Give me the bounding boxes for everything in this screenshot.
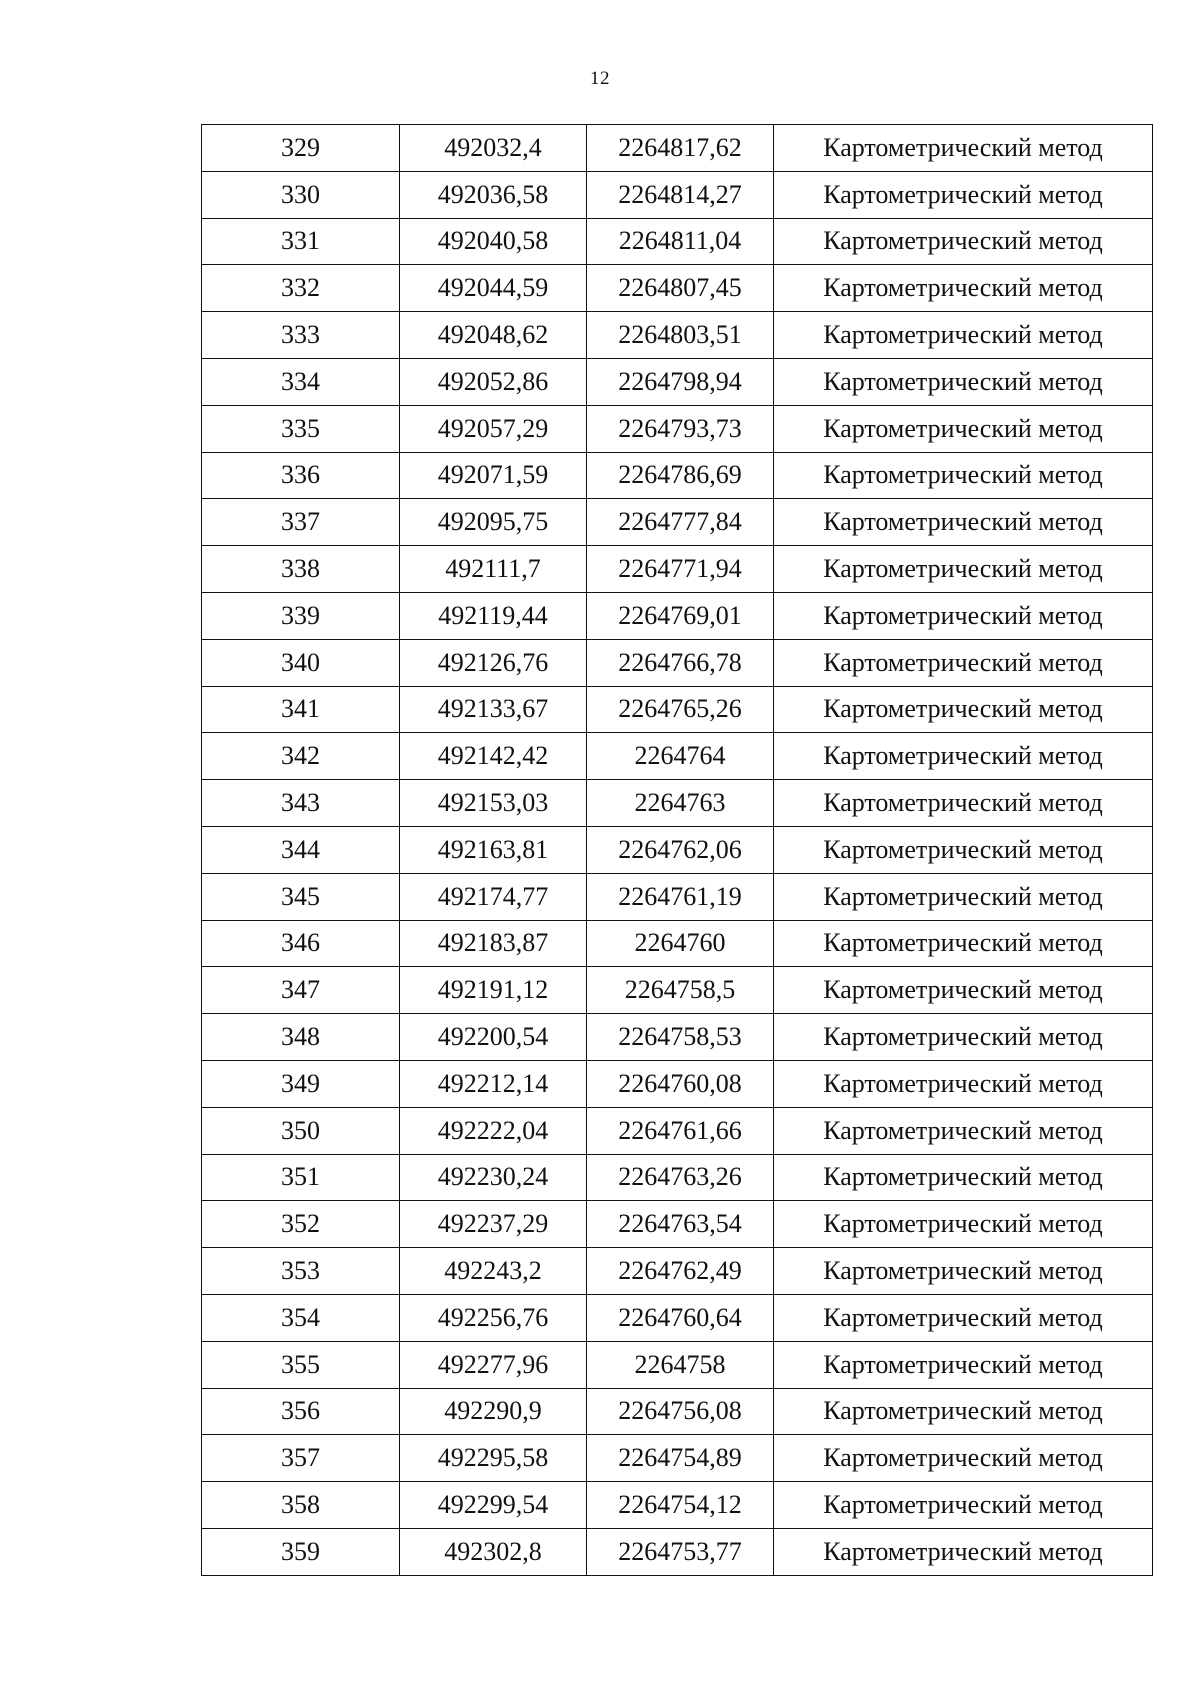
point-number-cell: 336	[202, 452, 400, 499]
x-coordinate-cell: 492040,58	[400, 218, 587, 265]
y-coordinate-cell: 2264817,62	[587, 125, 774, 172]
table-row	[202, 1294, 1153, 1341]
y-coordinate-cell: 2264753,77	[587, 1528, 774, 1575]
method-cell: Картометрический метод	[774, 1060, 1153, 1107]
method-cell: Картометрический метод	[774, 1341, 1153, 1388]
table-row	[202, 1528, 1153, 1575]
point-number-cell: 355	[202, 1341, 400, 1388]
table-row	[202, 218, 1153, 265]
y-coordinate-cell: 2264803,51	[587, 312, 774, 359]
method-cell: Картометрический метод	[774, 1294, 1153, 1341]
y-coordinate-cell: 2264811,04	[587, 218, 774, 265]
y-coordinate-cell: 2264777,84	[587, 499, 774, 546]
x-coordinate-cell: 492095,75	[400, 499, 587, 546]
point-number-cell: 347	[202, 967, 400, 1014]
table-row	[202, 171, 1153, 218]
point-number-cell: 357	[202, 1435, 400, 1482]
y-coordinate-cell: 2264798,94	[587, 358, 774, 405]
method-cell: Картометрический метод	[774, 218, 1153, 265]
method-cell: Картометрический метод	[774, 1107, 1153, 1154]
point-number-cell: 354	[202, 1294, 400, 1341]
y-coordinate-cell: 2264763,54	[587, 1201, 774, 1248]
method-cell: Картометрический метод	[774, 733, 1153, 780]
method-cell: Картометрический метод	[774, 592, 1153, 639]
table-row	[202, 546, 1153, 593]
table-row	[202, 592, 1153, 639]
method-cell: Картометрический метод	[774, 686, 1153, 733]
point-number-cell: 349	[202, 1060, 400, 1107]
table-row	[202, 873, 1153, 920]
method-cell: Картометрический метод	[774, 1482, 1153, 1529]
y-coordinate-cell: 2264756,08	[587, 1388, 774, 1435]
table-row	[202, 967, 1153, 1014]
method-cell: Картометрический метод	[774, 1435, 1153, 1482]
table-row	[202, 733, 1153, 780]
method-cell: Картометрический метод	[774, 920, 1153, 967]
y-coordinate-cell: 2264761,19	[587, 873, 774, 920]
method-cell: Картометрический метод	[774, 265, 1153, 312]
page-number: 12	[590, 68, 610, 89]
point-number-cell: 337	[202, 499, 400, 546]
table-row	[202, 265, 1153, 312]
method-cell: Картометрический метод	[774, 499, 1153, 546]
method-cell: Картометрический метод	[774, 405, 1153, 452]
x-coordinate-cell: 492133,67	[400, 686, 587, 733]
table-row	[202, 1341, 1153, 1388]
coordinates-table-body	[202, 125, 1153, 1576]
y-coordinate-cell: 2264765,26	[587, 686, 774, 733]
y-coordinate-cell: 2264754,12	[587, 1482, 774, 1529]
table-row	[202, 1248, 1153, 1295]
y-coordinate-cell: 2264762,49	[587, 1248, 774, 1295]
x-coordinate-cell: 492277,96	[400, 1341, 587, 1388]
x-coordinate-cell: 492032,4	[400, 125, 587, 172]
y-coordinate-cell: 2264763,26	[587, 1154, 774, 1201]
table-row	[202, 1201, 1153, 1248]
table-row	[202, 452, 1153, 499]
method-cell: Картометрический метод	[774, 546, 1153, 593]
y-coordinate-cell: 2264754,89	[587, 1435, 774, 1482]
point-number-cell: 344	[202, 826, 400, 873]
point-number-cell: 332	[202, 265, 400, 312]
method-cell: Картометрический метод	[774, 358, 1153, 405]
x-coordinate-cell: 492212,14	[400, 1060, 587, 1107]
method-cell: Картометрический метод	[774, 780, 1153, 827]
point-number-cell: 358	[202, 1482, 400, 1529]
x-coordinate-cell: 492174,77	[400, 873, 587, 920]
point-number-cell: 353	[202, 1248, 400, 1295]
point-number-cell: 352	[202, 1201, 400, 1248]
x-coordinate-cell: 492222,04	[400, 1107, 587, 1154]
method-cell: Картометрический метод	[774, 1154, 1153, 1201]
x-coordinate-cell: 492057,29	[400, 405, 587, 452]
y-coordinate-cell: 2264786,69	[587, 452, 774, 499]
x-coordinate-cell: 492036,58	[400, 171, 587, 218]
x-coordinate-cell: 492191,12	[400, 967, 587, 1014]
y-coordinate-cell: 2264764	[587, 733, 774, 780]
x-coordinate-cell: 492237,29	[400, 1201, 587, 1248]
x-coordinate-cell: 492048,62	[400, 312, 587, 359]
method-cell: Картометрический метод	[774, 873, 1153, 920]
method-cell: Картометрический метод	[774, 171, 1153, 218]
table-row	[202, 358, 1153, 405]
point-number-cell: 340	[202, 639, 400, 686]
y-coordinate-cell: 2264763	[587, 780, 774, 827]
table-row	[202, 1482, 1153, 1529]
y-coordinate-cell: 2264766,78	[587, 639, 774, 686]
table-row	[202, 780, 1153, 827]
table-row	[202, 1154, 1153, 1201]
table-row	[202, 1107, 1153, 1154]
point-number-cell: 333	[202, 312, 400, 359]
x-coordinate-cell: 492299,54	[400, 1482, 587, 1529]
method-cell: Картометрический метод	[774, 452, 1153, 499]
table-row	[202, 125, 1153, 172]
table-row	[202, 686, 1153, 733]
x-coordinate-cell: 492256,76	[400, 1294, 587, 1341]
point-number-cell: 346	[202, 920, 400, 967]
point-number-cell: 338	[202, 546, 400, 593]
point-number-cell: 335	[202, 405, 400, 452]
table-row	[202, 1060, 1153, 1107]
point-number-cell: 350	[202, 1107, 400, 1154]
y-coordinate-cell: 2264771,94	[587, 546, 774, 593]
point-number-cell: 329	[202, 125, 400, 172]
y-coordinate-cell: 2264760,64	[587, 1294, 774, 1341]
y-coordinate-cell: 2264760,08	[587, 1060, 774, 1107]
method-cell: Картометрический метод	[774, 1528, 1153, 1575]
method-cell: Картометрический метод	[774, 1201, 1153, 1248]
y-coordinate-cell: 2264760	[587, 920, 774, 967]
table-row	[202, 920, 1153, 967]
x-coordinate-cell: 492126,76	[400, 639, 587, 686]
table-row	[202, 405, 1153, 452]
point-number-cell: 341	[202, 686, 400, 733]
y-coordinate-cell: 2264758	[587, 1341, 774, 1388]
y-coordinate-cell: 2264758,5	[587, 967, 774, 1014]
x-coordinate-cell: 492243,2	[400, 1248, 587, 1295]
point-number-cell: 330	[202, 171, 400, 218]
x-coordinate-cell: 492052,86	[400, 358, 587, 405]
method-cell: Картометрический метод	[774, 125, 1153, 172]
x-coordinate-cell: 492142,42	[400, 733, 587, 780]
table-row	[202, 499, 1153, 546]
table-row	[202, 1435, 1153, 1482]
table-row	[202, 826, 1153, 873]
y-coordinate-cell: 2264761,66	[587, 1107, 774, 1154]
y-coordinate-cell: 2264762,06	[587, 826, 774, 873]
y-coordinate-cell: 2264814,27	[587, 171, 774, 218]
x-coordinate-cell: 492302,8	[400, 1528, 587, 1575]
x-coordinate-cell: 492290,9	[400, 1388, 587, 1435]
x-coordinate-cell: 492200,54	[400, 1014, 587, 1061]
x-coordinate-cell: 492183,87	[400, 920, 587, 967]
table-row	[202, 1014, 1153, 1061]
point-number-cell: 351	[202, 1154, 400, 1201]
method-cell: Картометрический метод	[774, 639, 1153, 686]
x-coordinate-cell: 492163,81	[400, 826, 587, 873]
coordinates-table	[201, 124, 1153, 1576]
y-coordinate-cell: 2264793,73	[587, 405, 774, 452]
method-cell: Картометрический метод	[774, 967, 1153, 1014]
point-number-cell: 339	[202, 592, 400, 639]
point-number-cell: 345	[202, 873, 400, 920]
y-coordinate-cell: 2264758,53	[587, 1014, 774, 1061]
point-number-cell: 343	[202, 780, 400, 827]
point-number-cell: 356	[202, 1388, 400, 1435]
x-coordinate-cell: 492111,7	[400, 546, 587, 593]
method-cell: Картометрический метод	[774, 826, 1153, 873]
x-coordinate-cell: 492119,44	[400, 592, 587, 639]
method-cell: Картометрический метод	[774, 1388, 1153, 1435]
point-number-cell: 348	[202, 1014, 400, 1061]
x-coordinate-cell: 492295,58	[400, 1435, 587, 1482]
table-row	[202, 312, 1153, 359]
point-number-cell: 342	[202, 733, 400, 780]
table-row	[202, 1388, 1153, 1435]
point-number-cell: 359	[202, 1528, 400, 1575]
method-cell: Картометрический метод	[774, 312, 1153, 359]
x-coordinate-cell: 492153,03	[400, 780, 587, 827]
point-number-cell: 331	[202, 218, 400, 265]
y-coordinate-cell: 2264769,01	[587, 592, 774, 639]
x-coordinate-cell: 492230,24	[400, 1154, 587, 1201]
method-cell: Картометрический метод	[774, 1248, 1153, 1295]
point-number-cell: 334	[202, 358, 400, 405]
method-cell: Картометрический метод	[774, 1014, 1153, 1061]
x-coordinate-cell: 492044,59	[400, 265, 587, 312]
y-coordinate-cell: 2264807,45	[587, 265, 774, 312]
x-coordinate-cell: 492071,59	[400, 452, 587, 499]
table-row	[202, 639, 1153, 686]
